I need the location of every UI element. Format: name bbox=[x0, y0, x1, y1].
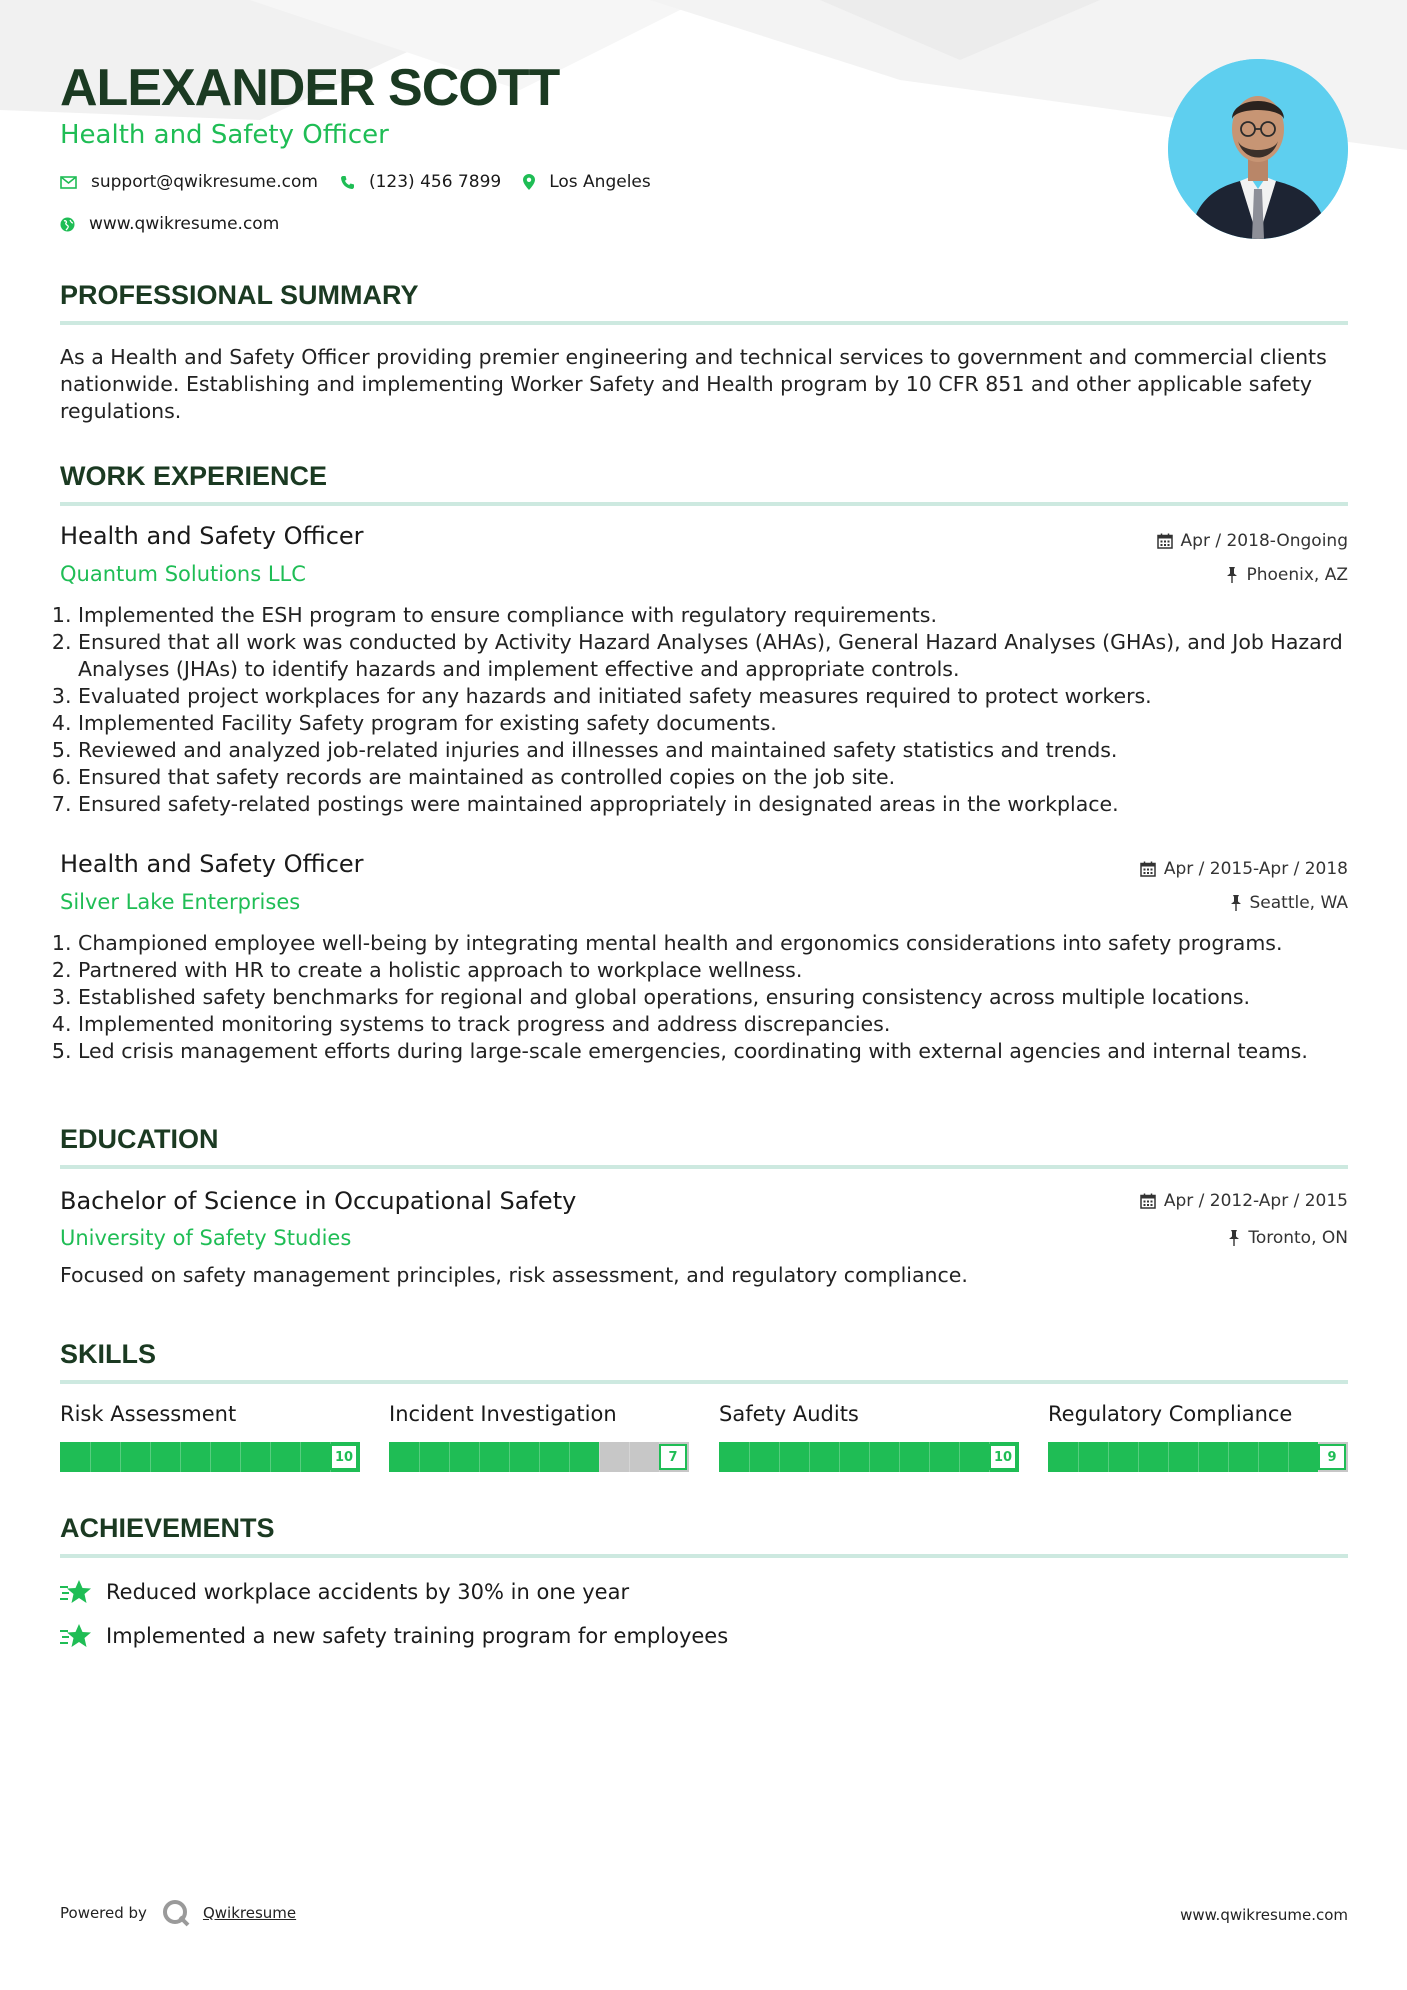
skill-score: 10 bbox=[989, 1444, 1017, 1470]
pushpin-icon bbox=[1230, 895, 1242, 911]
skill-bar-segment bbox=[300, 1442, 301, 1472]
contact-row bbox=[60, 172, 673, 192]
job-location bbox=[1226, 565, 1348, 585]
skill-bar-segment bbox=[150, 1442, 151, 1472]
achievement-text: Implemented a new safety training program for employees bbox=[106, 1624, 729, 1648]
candidate-role: Health and Safety Officer bbox=[60, 120, 389, 150]
phone-text: (123) 456 7899 bbox=[368, 172, 502, 192]
calendar-icon bbox=[1140, 861, 1156, 877]
skill-bar-segment bbox=[869, 1442, 870, 1472]
website-text: www.qwikresume.com bbox=[89, 214, 280, 234]
job-location-text: Seattle, WA bbox=[1249, 893, 1348, 913]
skill-bar-segment bbox=[1258, 1442, 1259, 1472]
skill-bar-segment bbox=[629, 1442, 630, 1472]
calendar-icon bbox=[1157, 533, 1173, 549]
job-title: Health and Safety Officer bbox=[60, 522, 364, 550]
summary-heading: PROFESSIONAL SUMMARY bbox=[60, 280, 419, 310]
skill-bar-segment bbox=[809, 1442, 810, 1472]
list-item: 5. Led crisis management efforts during large-scale emergencies, coordinating with external agencies and internal teams. bbox=[78, 1038, 1378, 1065]
job-dates-text: Apr / 2018-Ongoing bbox=[1180, 531, 1348, 551]
skill-bar-segment bbox=[509, 1442, 510, 1472]
education-location bbox=[1228, 1228, 1348, 1248]
list-item: 3. Evaluated project workplaces for any hazards and initiated safety measures required to protect workers. bbox=[78, 683, 1378, 710]
achievement-item bbox=[60, 1578, 629, 1606]
job-bullets bbox=[60, 602, 1378, 818]
skill-bar-segment bbox=[569, 1442, 570, 1472]
skill-bar bbox=[60, 1442, 360, 1472]
experience-heading: WORK EXPERIENCE bbox=[60, 461, 328, 491]
skill-item bbox=[1048, 1402, 1348, 1465]
section-divider bbox=[60, 1380, 1348, 1384]
job-dates-text: Apr / 2015-Apr / 2018 bbox=[1163, 859, 1348, 879]
contact-location bbox=[523, 172, 651, 192]
achievement-item bbox=[60, 1622, 728, 1650]
list-item: 4. Implemented Facility Safety program for existing safety documents. bbox=[78, 710, 1378, 737]
skill-name: Risk Assessment bbox=[60, 1402, 237, 1426]
star-icon bbox=[60, 1622, 92, 1650]
footer-website[interactable]: www.qwikresume.com bbox=[1180, 1906, 1348, 1924]
degree-title: Bachelor of Science in Occupational Safety bbox=[60, 1187, 577, 1215]
achievements-heading: ACHIEVEMENTS bbox=[60, 1513, 275, 1543]
skill-item bbox=[60, 1402, 360, 1465]
skill-score: 7 bbox=[659, 1444, 687, 1470]
skill-bar-segment bbox=[120, 1442, 121, 1472]
company-name: Silver Lake Enterprises bbox=[60, 890, 301, 914]
list-item: 7. Ensured safety-related postings were maintained appropriately in designated areas in the workplace. bbox=[78, 791, 1378, 818]
list-item: 2. Ensured that all work was conducted by Activity Hazard Analyses (AHAs), General Hazard Analyses (GHAs), and Job Hazard Analyses (JHAs) to identify hazards and implement effective and appropriate controls. bbox=[78, 629, 1378, 683]
job-dates bbox=[1140, 859, 1348, 879]
job-location bbox=[1230, 893, 1349, 913]
skill-score: 9 bbox=[1318, 1444, 1346, 1470]
skill-bar-segment bbox=[839, 1442, 840, 1472]
company-name: Quantum Solutions LLC bbox=[60, 562, 306, 586]
education-description: Focused on safety management principles, risk assessment, and regulatory compliance. bbox=[60, 1263, 968, 1287]
skill-bar-segment bbox=[449, 1442, 450, 1472]
skill-bar-segment bbox=[929, 1442, 930, 1472]
candidate-name: ALEXANDER SCOTT bbox=[60, 59, 560, 117]
skill-name: Incident Investigation bbox=[389, 1402, 617, 1426]
contact-website[interactable] bbox=[60, 214, 301, 234]
skill-bar-segment bbox=[749, 1442, 750, 1472]
skill-name: Safety Audits bbox=[719, 1402, 859, 1426]
summary-text: As a Health and Safety Officer providing premier engineering and technical services to government and commercial clients nationwide. Establishing and implementing Worker Safety and Health program by 10 CFR 851 and other applicable safety regulations. bbox=[60, 345, 1327, 423]
skill-bar-segment bbox=[210, 1442, 211, 1472]
skill-bar-segment bbox=[1288, 1442, 1289, 1472]
list-item: 3. Established safety benchmarks for regional and global operations, ensuring consistency across multiple locations. bbox=[78, 984, 1378, 1011]
section-divider bbox=[60, 1554, 1348, 1558]
skill-bar-segment bbox=[419, 1442, 420, 1472]
globe-icon bbox=[60, 217, 75, 232]
skill-item bbox=[389, 1402, 689, 1465]
skill-bar bbox=[719, 1442, 1019, 1472]
powered-by-text: Powered by bbox=[60, 1904, 147, 1922]
skill-name: Regulatory Compliance bbox=[1048, 1402, 1293, 1426]
pushpin-icon bbox=[1228, 1230, 1240, 1246]
job-bullets bbox=[60, 930, 1378, 1065]
skill-bar-segment bbox=[240, 1442, 241, 1472]
skill-score: 10 bbox=[330, 1444, 358, 1470]
skill-bar-segment bbox=[479, 1442, 480, 1472]
skill-item bbox=[719, 1402, 1019, 1465]
skill-bar-segment bbox=[539, 1442, 540, 1472]
job-location-text: Phoenix, AZ bbox=[1246, 565, 1348, 585]
skill-bar-segment bbox=[180, 1442, 181, 1472]
skill-bar-segment bbox=[270, 1442, 271, 1472]
calendar-icon bbox=[1140, 1193, 1156, 1209]
qwikresume-link[interactable]: Qwikresume bbox=[202, 1904, 297, 1922]
list-item: 1. Implemented the ESH program to ensure compliance with regulatory requirements. bbox=[78, 602, 1378, 629]
list-item: 5. Reviewed and analyzed job-related injuries and illnesses and maintained safety statistics and trends. bbox=[78, 737, 1378, 764]
skill-bar-segment bbox=[779, 1442, 780, 1472]
skill-bar-segment bbox=[1138, 1442, 1139, 1472]
list-item: 1. Championed employee well-being by integrating mental health and ergonomics considerations into safety programs. bbox=[78, 930, 1378, 957]
section-divider bbox=[60, 321, 1348, 325]
job-dates bbox=[1157, 531, 1348, 551]
skill-bar-segment bbox=[1108, 1442, 1109, 1472]
footer-powered-by bbox=[60, 1898, 296, 1928]
star-icon bbox=[60, 1578, 92, 1606]
envelope-icon bbox=[60, 176, 77, 189]
job-title: Health and Safety Officer bbox=[60, 850, 364, 878]
skill-bar-fill bbox=[389, 1442, 599, 1472]
profile-photo bbox=[1168, 59, 1348, 239]
pushpin-icon bbox=[1226, 567, 1238, 583]
skill-bar-segment bbox=[899, 1442, 900, 1472]
skill-bar bbox=[1048, 1442, 1348, 1472]
list-item: 6. Ensured that safety records are maintained as controlled copies on the job site. bbox=[78, 764, 1378, 791]
education-location-text: Toronto, ON bbox=[1248, 1228, 1348, 1248]
skill-bar-fill bbox=[1048, 1442, 1318, 1472]
section-divider bbox=[60, 502, 1348, 506]
skill-bar-segment bbox=[1228, 1442, 1229, 1472]
skill-bar-segment bbox=[599, 1442, 600, 1472]
education-dates-text: Apr / 2012-Apr / 2015 bbox=[1163, 1191, 1348, 1211]
achievement-text: Reduced workplace accidents by 30% in one year bbox=[106, 1580, 630, 1604]
map-pin-icon bbox=[523, 174, 535, 190]
education-heading: EDUCATION bbox=[60, 1124, 219, 1154]
email-text: support@qwikresume.com bbox=[91, 172, 318, 192]
phone-icon bbox=[340, 175, 355, 190]
section-divider bbox=[60, 1165, 1348, 1169]
contact-phone[interactable] bbox=[340, 172, 501, 192]
school-name: University of Safety Studies bbox=[60, 1226, 352, 1250]
skill-bar-segment bbox=[1078, 1442, 1079, 1472]
skill-bar bbox=[389, 1442, 689, 1472]
qwikresume-logo-icon bbox=[161, 1898, 191, 1928]
skill-bar-segment bbox=[1168, 1442, 1169, 1472]
location-text: Los Angeles bbox=[549, 172, 651, 192]
skills-heading: SKILLS bbox=[60, 1339, 157, 1369]
education-dates bbox=[1140, 1191, 1348, 1211]
list-item: 4. Implemented monitoring systems to track progress and address discrepancies. bbox=[78, 1011, 1378, 1038]
skill-bar-segment bbox=[1198, 1442, 1199, 1472]
contact-email[interactable] bbox=[60, 172, 318, 192]
list-item: 2. Partnered with HR to create a holistic approach to workplace wellness. bbox=[78, 957, 1378, 984]
skill-bar-segment bbox=[90, 1442, 91, 1472]
skill-bar-segment bbox=[959, 1442, 960, 1472]
